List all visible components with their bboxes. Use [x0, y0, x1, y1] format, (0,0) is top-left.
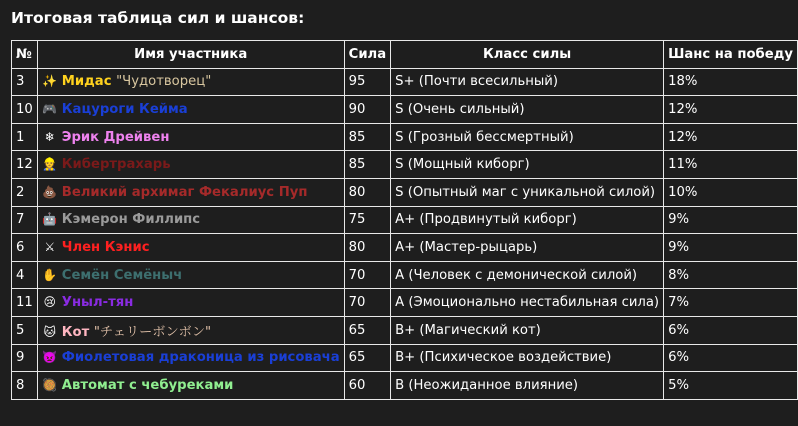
cell-chance: 8% — [664, 261, 798, 289]
participant-name: Семён Семёныч — [61, 267, 183, 283]
cell-power: 65 — [344, 344, 390, 372]
cell-class: A+ (Продвинутый киборг) — [391, 206, 664, 234]
table-row — [12, 289, 798, 317]
table-row — [12, 316, 798, 344]
snowflake-icon: ❄ — [44, 129, 55, 144]
cell-num: 7 — [12, 206, 38, 234]
participant-name: Уныл-тян — [61, 295, 134, 311]
page-title: Итоговая таблица сил и шансов: — [11, 9, 305, 27]
cell-class: S (Очень сильный) — [391, 96, 664, 124]
cell-name — [37, 372, 344, 400]
crossed-swords-icon: ⚔ — [44, 239, 56, 254]
cell-num: 4 — [12, 261, 38, 289]
cell-name — [37, 206, 344, 234]
column-header-name: Имя участника — [37, 41, 344, 69]
food-bowl-icon: 🥘 — [42, 377, 58, 392]
cell-num: 12 — [12, 151, 38, 179]
cell-name — [37, 68, 344, 96]
participant-name: Автомат с чебуреками — [61, 377, 234, 393]
cell-chance: 9% — [664, 234, 798, 262]
participant-name: Член Кэнис — [61, 239, 150, 255]
cell-class: A+ (Мастер-рыцарь) — [391, 234, 664, 262]
cell-power: 70 — [344, 289, 390, 317]
cell-num: 8 — [12, 372, 38, 400]
cell-class: A (Эмоционально нестабильная сила) — [391, 289, 664, 317]
table-row — [12, 372, 798, 400]
participant-name: Кацуроги Кейма — [61, 101, 188, 117]
cell-class: S (Мощный киборг) — [391, 151, 664, 179]
crying-face-icon: 😢 — [43, 295, 57, 310]
cell-chance: 11% — [664, 151, 798, 179]
participant-nickname: "チェリーボンボン" — [93, 324, 212, 340]
participant-name: Фиолетовая драконица из рисовача — [61, 350, 340, 366]
cell-name — [37, 316, 344, 344]
participant-name: Кот — [61, 324, 90, 340]
cell-class: S (Грозный бессмертный) — [391, 123, 664, 151]
cell-num: 11 — [12, 289, 38, 317]
cell-power: 80 — [344, 178, 390, 206]
cell-chance: 6% — [664, 344, 798, 372]
cell-class: B (Неожиданное влияние) — [391, 372, 664, 400]
table-row — [12, 234, 798, 262]
cell-num: 2 — [12, 178, 38, 206]
column-header-power: Сила — [344, 41, 390, 69]
cell-name — [37, 289, 344, 317]
cell-chance: 9% — [664, 206, 798, 234]
cell-name — [37, 123, 344, 151]
participant-nickname: "Чудотворец" — [116, 74, 212, 90]
cell-chance: 6% — [664, 316, 798, 344]
participant-name: Кэмерон Филлипс — [61, 212, 201, 228]
cell-power: 90 — [344, 96, 390, 124]
table-row — [12, 96, 798, 124]
cell-class: B+ (Психическое воздействие) — [391, 344, 664, 372]
poop-icon: 💩 — [42, 184, 58, 199]
cell-name — [37, 344, 344, 372]
game-controller-icon: 🎮 — [42, 101, 58, 116]
cat-face-icon: 🐱 — [43, 324, 57, 339]
table-row — [12, 206, 798, 234]
cell-power: 80 — [344, 234, 390, 262]
raised-hand-icon: ✋ — [42, 267, 58, 282]
table-body — [12, 68, 798, 399]
devil-face-icon: 👿 — [42, 350, 58, 365]
worker-icon: 👷 — [42, 157, 58, 172]
cell-class: S+ (Почти всесильный) — [391, 68, 664, 96]
cell-chance: 18% — [664, 68, 798, 96]
cell-name — [37, 178, 344, 206]
table-row — [12, 151, 798, 179]
cell-chance: 12% — [664, 123, 798, 151]
cell-power: 65 — [344, 316, 390, 344]
cell-class: B+ (Магический кот) — [391, 316, 664, 344]
cell-power: 95 — [344, 68, 390, 96]
cell-num: 3 — [12, 68, 38, 96]
cell-power: 75 — [344, 206, 390, 234]
cell-power: 70 — [344, 261, 390, 289]
cell-chance: 5% — [664, 372, 798, 400]
cell-num: 5 — [12, 316, 38, 344]
cell-num: 9 — [12, 344, 38, 372]
participant-name: Кибертрахарь — [61, 157, 171, 173]
table-row — [12, 123, 798, 151]
robot-icon: 🤖 — [42, 212, 58, 227]
participant-name: Мидас — [61, 74, 112, 90]
results-table — [11, 40, 798, 400]
cell-num: 1 — [12, 123, 38, 151]
cell-chance: 10% — [664, 178, 798, 206]
table-row — [12, 178, 798, 206]
table-row — [12, 344, 798, 372]
cell-num: 6 — [12, 234, 38, 262]
cell-name — [37, 234, 344, 262]
cell-chance: 7% — [664, 289, 798, 317]
cell-name — [37, 261, 344, 289]
column-header-chance: Шанс на победу — [664, 41, 798, 69]
participant-name: Эрик Дрейвен — [61, 129, 170, 145]
cell-num: 10 — [12, 96, 38, 124]
cell-power: 85 — [344, 151, 390, 179]
cell-name — [37, 96, 344, 124]
cell-class: A (Человек с демонической силой) — [391, 261, 664, 289]
table-row — [12, 261, 798, 289]
column-header-class: Класс силы — [391, 41, 664, 69]
cell-power: 60 — [344, 372, 390, 400]
sparkles-icon: ✨ — [42, 74, 58, 89]
column-header-num: № — [12, 41, 38, 69]
cell-power: 85 — [344, 123, 390, 151]
participant-name: Великий архимаг Фекалиус Пуп — [61, 184, 308, 200]
table-row — [12, 68, 798, 96]
table-header-row — [12, 41, 798, 69]
cell-chance: 12% — [664, 96, 798, 124]
cell-name — [37, 151, 344, 179]
cell-class: S (Опытный маг с уникальной силой) — [391, 178, 664, 206]
